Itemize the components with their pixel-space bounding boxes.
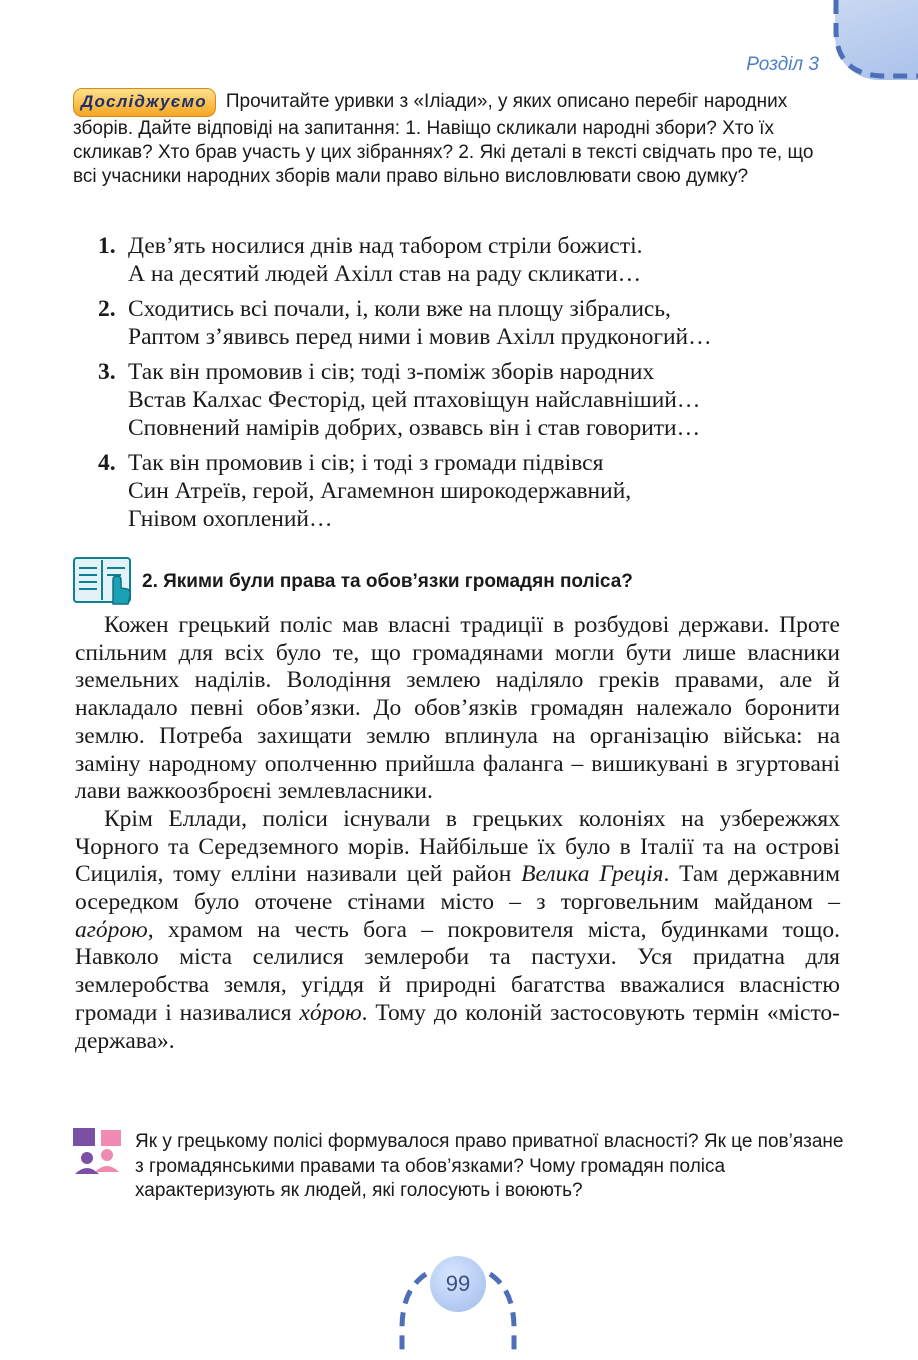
section-label: Розділ 3 [746,54,819,75]
main-text [75,612,840,1055]
paragraph [75,806,840,1055]
verse-number: 1. [98,233,116,259]
explore-text: Прочитайте уривки з «Іліади», у яких описано перебіг народних зборів. Дайте відповіді на запитання: 1. Навіщо скликали народні збори? Хто їх скликав? Хто брав участь у цих зібраннях? 2. Які деталі в тексті свідчать про те, що всі учасники народних зборів мали право вільно висловлювати свою думку? [73,91,814,187]
verse-line: Так він промовив і сів; і тоді з громади підвівся [128,450,604,476]
verse-line: Сходитись всі почали, і, коли вже на площу зібрались, [128,296,671,322]
iliad-excerpts [98,232,712,540]
verse-number: 3. [98,359,116,385]
verse-number: 4. [98,450,116,476]
text-run: , храмом на честь бога – покровителя міста, будинками тощо. Навколо міста селилися землероби та пастухи. Уся придатна для землеробства земля, угіддя й природні багатства вважалися власністю громади і називалися [75,916,840,1026]
verse [98,295,712,351]
explore-badge: Досліджуємо [73,88,216,117]
text-run: . Тому до колоній застосовують термін «місто-держава». [75,999,840,1054]
term: хόрою [299,999,362,1026]
verse-line: Гнівом охоплений… [128,506,333,532]
verse-line: А на десятий людей Ахілл став на раду скликати… [128,261,642,287]
text-run: Крім Еллади, поліси існували в грецьких колоніях на узбережжях Чорного та Середземного морів. Найбільше їх було в Італії та на острові Сицилія, тому елліни називали цей район [75,805,840,888]
verse [98,358,712,442]
discussion-questions: Як у грецькому полісі формувалося право приватної власності? Як це пов’язане з громадянськими правами та обов’язками? Чому громадян поліса характеризують як людей, які голосують і воюють? [135,1131,844,1201]
verse [98,449,712,533]
text-run: . Там державним осередком було оточене стінами місто – з торговельним майданом – [75,861,840,916]
book-read-icon [73,556,133,606]
verse-line: Встав Калхас Фесторід, цей птаховіщун найславніший… [128,387,701,413]
verse-number: 2. [98,296,116,322]
term: Велика Греція [521,861,664,888]
discussion-icon [73,1128,125,1176]
verse-line: Раптом з’явивсь перед ними і мовив Ахілл прудконогий… [128,324,712,350]
paragraph: Кожен грецький поліс мав власні традиції в розбудові держави. Проте спільним для всіх було те, що громадянами могли бути лише власники земельних наділів. Володіння землею наділяло греків правами, але й накладало певні обов’язки. До обов’язків громадян належало боронити землю. Потреба захищати землю вплинула на організацію війська: на заміну народному ополченню прийшла фаланга – вишикувані в згуртовані лави важкоозброєні землевласники. [75,612,840,805]
verse-line: Дев’ять носилися днів над табором стріли божисті. [128,233,643,259]
page-number: 99 [430,1256,486,1312]
verse [98,232,712,288]
verse-line: Сповнений намірів добрих, озвавсь він і став говорити… [128,415,701,441]
verse-line: Син Атреїв, герой, Агамемнон широкодержавний, [128,478,632,504]
section-subheading: 2. Якими були права та обов’язки громадян поліса? [142,571,633,592]
corner-dashed-arc [822,0,918,82]
term: агόрою [75,916,148,943]
verse-line: Так він промовив і сів; тоді з-поміж зборів народних [128,359,655,385]
explore-task [73,88,839,189]
